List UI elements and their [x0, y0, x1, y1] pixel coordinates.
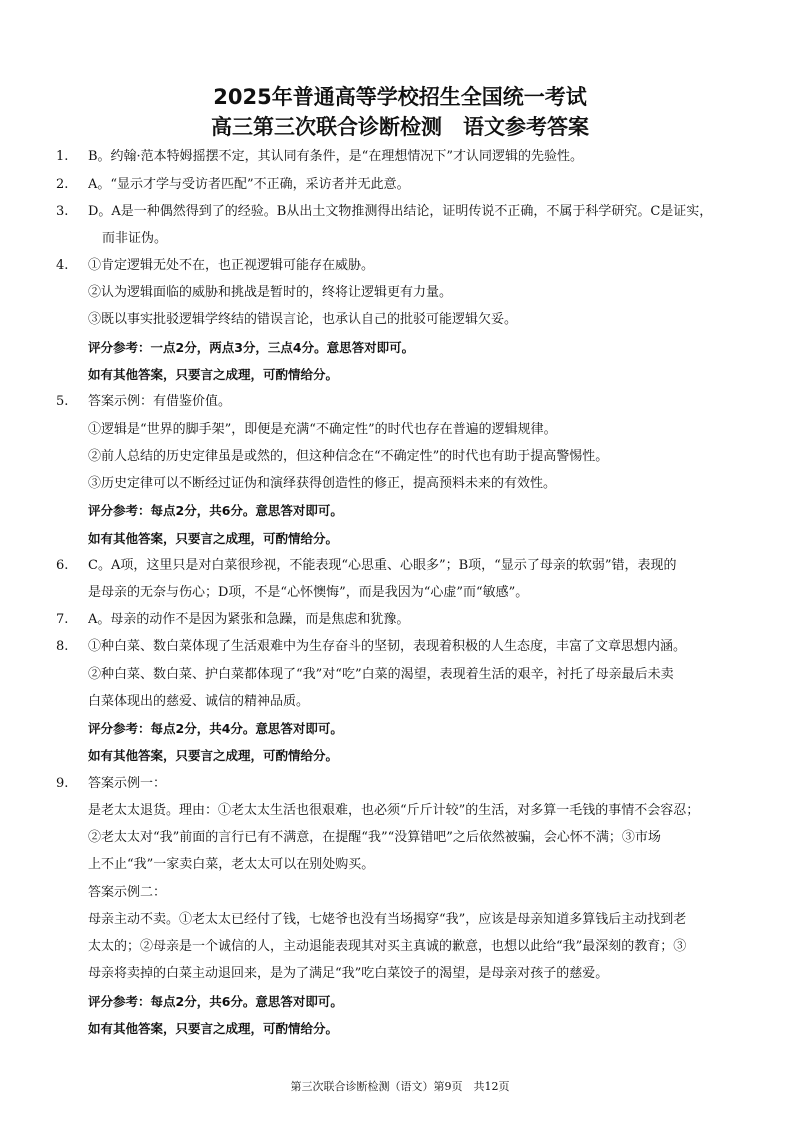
question-number-2: 2. — [56, 177, 69, 192]
answer-4-line-1: ①肯定逻辑无处不在，也正视逻辑可能存在威胁。 — [88, 258, 375, 273]
answer-2-line-1: A。“显示才学与受访者匹配”不正确，采访者并无此意。 — [88, 177, 410, 192]
question-number-7: 7. — [56, 612, 69, 627]
answer-4-line-2: ②认为逻辑面临的威胁和挑战是暂时的，终将让逻辑更有力量。 — [88, 285, 453, 300]
answer-4-line-3: ③既以事实批驳逻辑学终结的错误言论，也承认自己的批驳可能逻辑欠妥。 — [88, 312, 518, 327]
answer-3-line-1: D。A是一种偶然得到了的经验。B从出土文物推测得出结论，证明传说不正确，不属于科学研究。C是证实， — [88, 204, 713, 219]
answer-3-line-2: 而非证伪。 — [102, 231, 168, 246]
answer-4-alternative-note: 如有其他答案，只要言之成理，可酌情给分。 — [88, 367, 339, 382]
answer-8-scoring-note: 评分参考：每点2分，共4分。意思答对即可。 — [88, 721, 343, 736]
answer-6-line-1: C。A项，这里只是对白菜很珍视，不能表现“心思重、心眼多”；B项，“显示了母亲的软弱”错，表现的 — [88, 558, 677, 573]
answer-8-alternative-note: 如有其他答案，只要言之成理，可酌情给分。 — [88, 748, 339, 763]
answer-9-example-2-label: 答案示例二： — [88, 885, 167, 900]
answer-9-alternative-note: 如有其他答案，只要言之成理，可酌情给分。 — [88, 1021, 339, 1036]
answer-9-scoring-note: 评分参考：每点2分，共6分。意思答对即可。 — [88, 994, 343, 1009]
question-number-3: 3. — [56, 204, 69, 219]
question-number-9: 9. — [56, 776, 69, 791]
answer-1-line-1: B。约翰·范本特姆摇摆不定，其认同有条件，是“在理想情况下”才认同逻辑的先验性。 — [88, 149, 583, 164]
answer-5-alternative-note: 如有其他答案，只要言之成理，可酌情给分。 — [88, 531, 339, 546]
answer-9-example-1-label: 答案示例一： — [88, 776, 167, 791]
answer-8-line-1: ①种白菜、数白菜体现了生活艰难中为生存奋斗的坚韧，表现着积极的人生态度，丰富了文章思想内涵。 — [88, 639, 687, 654]
answer-9-line-8: 母亲将卖掉的白菜主动退回来，是为了满足“我”吃白菜饺子的渴望，是母亲对孩子的慈爱。 — [88, 966, 609, 981]
document-subtitle: 高三第三次联合诊断检测 语文参考答案 — [211, 115, 589, 139]
question-number-8: 8. — [56, 639, 69, 654]
answer-5-line-1: 答案示例：有借鉴价值。 — [88, 394, 232, 409]
answer-5-line-3: ②前人总结的历史定律虽是或然的，但这种信念在“不确定性”的时代也有助于提高警惕性。 — [88, 449, 609, 464]
question-number-6: 6. — [56, 558, 69, 573]
answer-9-line-6: 母亲主动不卖。①老太太已经付了钱，七姥爷也没有当场揭穿“我”，应该是母亲知道多算钱后主动找到老 — [88, 912, 687, 927]
answer-9-line-2: 是老太太退货。理由：①老太太生活也很艰难，也必须“斤斤计较”的生活，对多算一毛钱的事情不会容忍； — [88, 803, 700, 818]
answer-5-scoring-note: 评分参考：每点2分，共6分。意思答对即可。 — [88, 503, 343, 518]
question-number-5: 5. — [56, 394, 69, 409]
answer-7-line-1: A。母亲的动作不是因为紧张和急躁，而是焦虑和犹豫。 — [88, 612, 410, 627]
answer-5-line-2: ①逻辑是“世界的脚手架”，即便是充满“不确定性”的时代也存在普遍的逻辑规律。 — [88, 422, 557, 437]
question-number-4: 4. — [56, 258, 69, 273]
question-number-1: 1. — [56, 149, 69, 164]
answer-5-line-4: ③历史定律可以不断经过证伪和演绎获得创造性的修正，提高预料未来的有效性。 — [88, 476, 557, 491]
answer-8-line-3: 白菜体现出的慈爱、诚信的精神品质。 — [88, 694, 310, 709]
answer-9-line-4: 上不止“我”一家卖白菜，老太太可以在别处购买。 — [88, 857, 375, 872]
document-title: 2025年普通高等学校招生全国统一考试 — [213, 85, 587, 109]
page-footer: 第三次联合诊断检测（语文）第9页 共12页 — [290, 1080, 510, 1093]
answer-9-line-3: ②老太太对“我”前面的言行已有不满意，在提醒“我”“没算错吧”之后依然被骗，会心怀不满；③市场 — [88, 830, 661, 845]
answer-6-line-2: 是母亲的无奈与伤心；D项，不是“心怀懊悔”，而是我因为“心虚”而“敏感”。 — [88, 585, 529, 600]
answer-8-line-2: ②种白菜、数白菜、护白菜都体现了“我”对“吃”白菜的渴望，表现着生活的艰辛，衬托了母亲最后未卖 — [88, 667, 674, 682]
answer-4-scoring-note: 评分参考：一点2分，两点3分，三点4分。意思答对即可。 — [88, 340, 415, 355]
answer-9-line-7: 太太的；②母亲是一个诚信的人，主动退能表现其对买主真诚的歉意，也想以此给“我”最深刻的教育；③ — [88, 939, 687, 954]
